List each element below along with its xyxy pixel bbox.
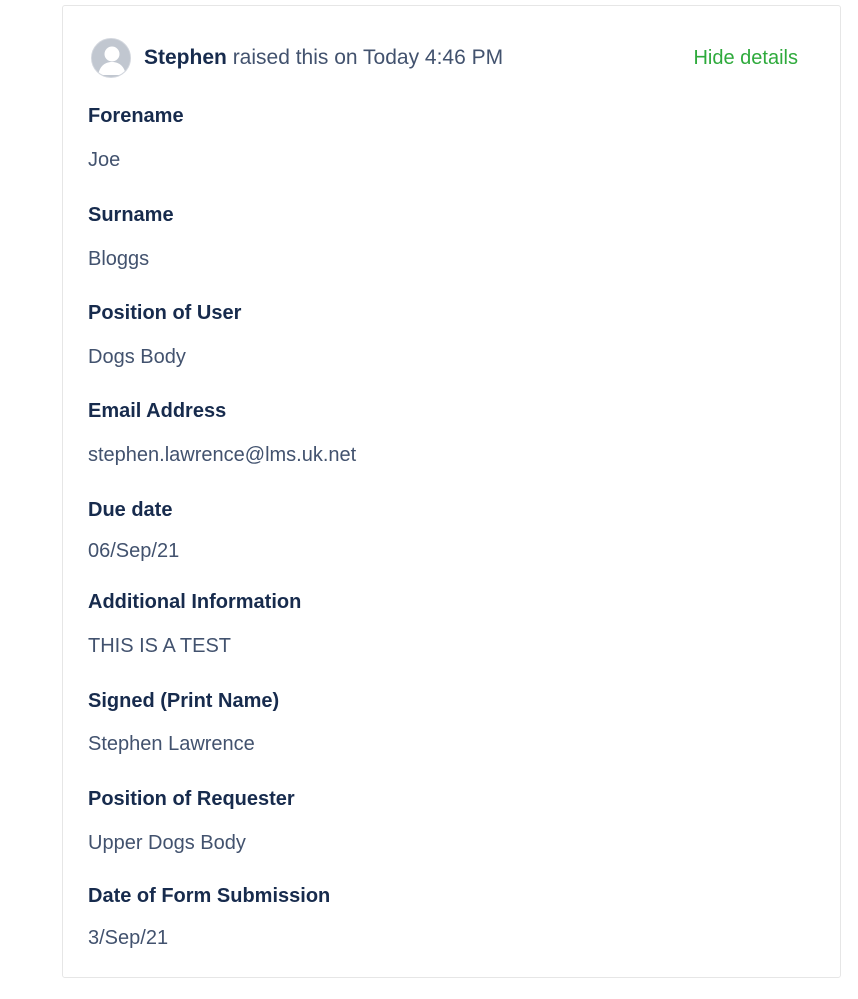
field-email-address <box>88 399 356 467</box>
field-forename <box>88 104 184 172</box>
field-label: Date of Form Submission <box>88 885 331 907</box>
field-value: THIS IS A TEST <box>88 635 232 657</box>
field-position-of-user <box>88 301 241 369</box>
field-signed-print-name <box>88 689 279 756</box>
field-surname <box>88 203 174 271</box>
field-value: stephen.lawrence@lms.uk.net <box>88 444 357 466</box>
field-value: Upper Dogs Body <box>88 832 246 854</box>
field-value: 06/Sep/21 <box>88 540 180 562</box>
author-name[interactable]: Stephen <box>144 46 227 69</box>
field-value: Stephen Lawrence <box>88 733 255 755</box>
field-label: Surname <box>88 204 174 226</box>
field-label: Due date <box>88 499 173 521</box>
field-label: Forename <box>88 105 184 127</box>
field-label: Signed (Print Name) <box>88 690 280 712</box>
field-label: Position of User <box>88 302 242 324</box>
request-details-card <box>62 5 841 978</box>
field-additional-information <box>88 590 301 658</box>
raised-by-line <box>144 46 503 70</box>
field-label: Email Address <box>88 400 227 422</box>
field-value: Bloggs <box>88 248 150 270</box>
field-value: Dogs Body <box>88 346 186 368</box>
field-position-of-requester <box>88 787 295 855</box>
request-header <box>91 38 813 78</box>
field-due-date <box>88 498 179 563</box>
field-label: Position of Requester <box>88 788 295 810</box>
user-avatar-icon[interactable] <box>91 38 131 78</box>
raised-text: raised this on Today 4:46 PM <box>232 46 504 69</box>
field-value: 3/Sep/21 <box>88 927 169 949</box>
field-value: Joe <box>88 149 121 171</box>
hide-details-link[interactable]: Hide details <box>693 47 798 69</box>
field-label: Additional Information <box>88 591 302 613</box>
field-date-of-form-submission <box>88 884 330 950</box>
